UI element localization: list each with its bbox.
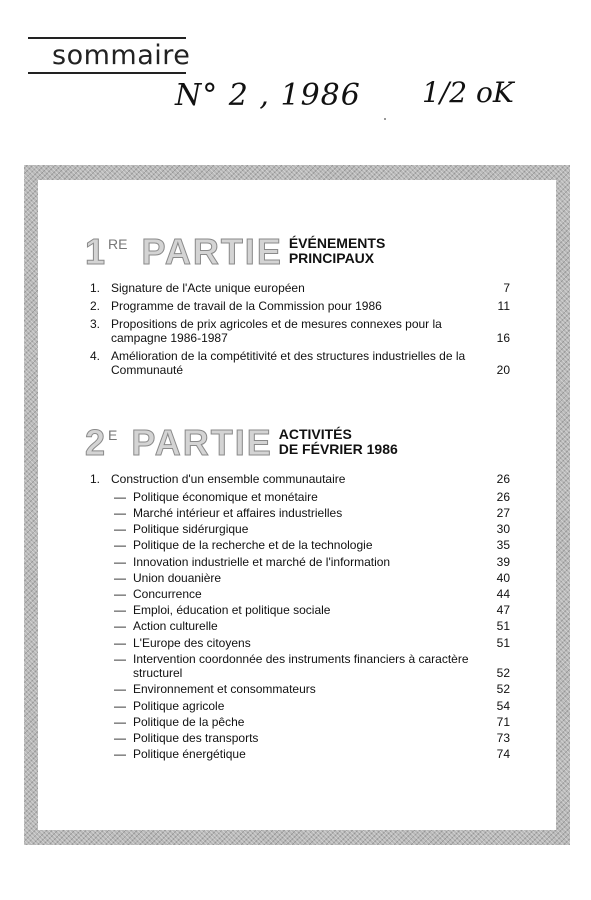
toc-subentry[interactable] <box>112 506 510 520</box>
part2-title <box>279 427 398 456</box>
part1-ordinal: RE <box>108 236 128 252</box>
toc-entry[interactable] <box>90 349 510 378</box>
scan-speck <box>384 118 386 120</box>
toc-subentry[interactable] <box>112 555 510 569</box>
toc-subentry[interactable] <box>112 636 510 650</box>
toc-subentry[interactable] <box>112 682 510 696</box>
toc-entry[interactable] <box>90 299 510 313</box>
subentry-page: 35 <box>496 538 510 553</box>
part1-title-line2: PRINCIPAUX <box>288 249 375 266</box>
dash-bullet: — <box>114 538 126 553</box>
subentry-title: Politique énergétique <box>133 747 246 762</box>
entry-page: 16 <box>496 331 510 346</box>
entry-number: 3. <box>90 316 101 331</box>
part2-number: 2 <box>85 422 107 463</box>
subentry-page: 26 <box>496 489 510 504</box>
part2-list <box>90 472 510 763</box>
subentry-page: 27 <box>496 506 510 521</box>
subentry-page: 52 <box>496 666 510 681</box>
dash-bullet: — <box>114 570 126 585</box>
subentry-title: Union douanière <box>133 570 222 585</box>
page-title: sommaire <box>52 40 191 71</box>
toc-subentry[interactable] <box>112 587 510 601</box>
subentry-title: Intervention coordonnée des instruments financiers à caractère structurel <box>133 651 469 681</box>
subentry-page: 71 <box>496 714 510 729</box>
dash-bullet: — <box>114 682 126 697</box>
dash-bullet: — <box>114 698 126 713</box>
toc-subentry[interactable] <box>112 490 510 504</box>
part1-title-line1: ÉVÉNEMENTS <box>288 235 386 251</box>
toc-entry[interactable] <box>90 281 510 295</box>
entry-page: 7 <box>503 281 510 295</box>
entry-title: Propositions de prix agricoles et de mesures connexes pour la campagne 1986-1987 <box>111 316 442 346</box>
dash-bullet: — <box>114 651 126 666</box>
section-page: 26 <box>496 472 510 486</box>
subentry-page: 51 <box>496 635 510 650</box>
dash-bullet: — <box>114 587 126 602</box>
subentry-title: Politique de la recherche et de la technologie <box>133 538 373 553</box>
section-title: Construction d'un ensemble communautaire <box>111 472 346 486</box>
dash-bullet: — <box>114 635 126 650</box>
subentry-page: 74 <box>496 747 510 762</box>
part2-word: PARTIE <box>131 422 273 463</box>
entry-number: 1. <box>90 281 101 295</box>
subentry-list <box>90 490 510 762</box>
toc-subentry[interactable] <box>112 715 510 729</box>
subentry-title: Environnement et consommateurs <box>133 682 316 697</box>
toc-subentry[interactable] <box>112 603 510 617</box>
subentry-title: Innovation industrielle et marché de l'information <box>133 554 391 569</box>
subentry-page: 73 <box>496 730 510 745</box>
dash-bullet: — <box>114 603 126 618</box>
subentry-page: 47 <box>496 603 510 618</box>
part2-title-line1: ACTIVITÉS <box>278 426 352 442</box>
toc-entry[interactable] <box>90 317 510 346</box>
subentry-title: Politique des transports <box>133 730 259 745</box>
subentry-title: L'Europe des citoyens <box>133 635 251 650</box>
part1-number: 1 <box>85 231 107 272</box>
toc-subentry[interactable] <box>112 619 510 633</box>
handwritten-note: 1/2 oK <box>422 76 514 109</box>
subentry-title: Marché intérieur et affaires industrielles <box>133 506 343 521</box>
title-rule-top <box>28 37 186 39</box>
subentry-page: 44 <box>496 587 510 602</box>
toc-subentry[interactable] <box>112 652 510 681</box>
entry-title: Signature de l'Acte unique européen <box>111 281 305 295</box>
subentry-title: Politique sidérurgique <box>133 522 249 537</box>
subentry-title: Politique agricole <box>133 698 225 713</box>
dash-bullet: — <box>114 522 126 537</box>
entry-page: 20 <box>496 363 510 378</box>
toc-subentry[interactable] <box>112 571 510 585</box>
toc-subentry[interactable] <box>112 699 510 713</box>
entry-page: 11 <box>497 298 510 313</box>
dash-bullet: — <box>114 747 126 762</box>
subentry-title: Concurrence <box>133 587 202 602</box>
subentry-page: 54 <box>496 698 510 713</box>
part2-heading <box>85 422 398 463</box>
subentry-page: 51 <box>496 619 510 634</box>
toc-subentry[interactable] <box>112 731 510 745</box>
dash-bullet: — <box>114 554 126 569</box>
dash-bullet: — <box>114 730 126 745</box>
dash-bullet: — <box>114 714 126 729</box>
toc-section[interactable] <box>90 472 510 486</box>
part1-list <box>90 281 510 381</box>
toc-subentry[interactable] <box>112 522 510 536</box>
entry-title: Programme de travail de la Commission pour 1986 <box>111 298 382 313</box>
section-number: 1. <box>90 472 101 486</box>
toc-subentry[interactable] <box>112 747 510 761</box>
dash-bullet: — <box>114 506 126 521</box>
handwritten-issue-number: N° 2 , 1986 <box>175 78 361 113</box>
dash-bullet: — <box>114 489 126 504</box>
entry-number: 2. <box>90 298 101 313</box>
part1-title <box>289 236 385 265</box>
dash-bullet: — <box>114 619 126 634</box>
entry-number: 4. <box>90 349 101 364</box>
subentry-title: Politique de la pêche <box>133 714 245 729</box>
subentry-page: 52 <box>496 682 510 697</box>
part2-title-line2: DE FÉVRIER 1986 <box>278 440 398 457</box>
subentry-page: 40 <box>496 570 510 585</box>
toc-subentry[interactable] <box>112 538 510 552</box>
part1-word: PARTIE <box>141 231 283 272</box>
entry-title: Amélioration de la compétitivité et des structures industrielles de la Communauté <box>111 349 466 378</box>
subentry-page: 39 <box>496 554 510 569</box>
subentry-title: Politique économique et monétaire <box>133 489 318 504</box>
title-rule-bottom <box>28 72 186 74</box>
subentry-title: Action culturelle <box>133 619 218 634</box>
part1-heading <box>85 231 386 272</box>
subentry-page: 30 <box>496 522 510 537</box>
part2-ordinal: E <box>108 427 118 443</box>
subentry-title: Emploi, éducation et politique sociale <box>133 603 331 618</box>
